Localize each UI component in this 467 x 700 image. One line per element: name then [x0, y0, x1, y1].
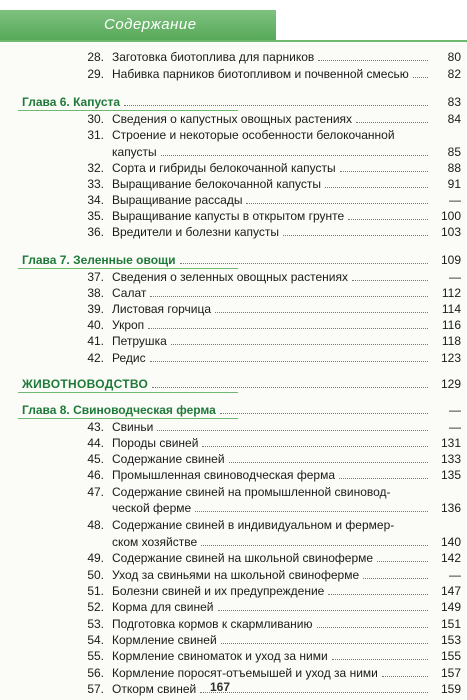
- toc-entry-number: 32.: [87, 161, 104, 175]
- toc-entry-title: Набивка парников биотопливом и почвенной смесью: [112, 67, 409, 81]
- toc-entry-title: Вредители и болезни капусты: [112, 225, 280, 239]
- toc-entry-page: 84: [447, 112, 461, 126]
- heading-rule: [18, 418, 238, 419]
- dot-leader: [220, 403, 428, 414]
- dot-leader: [150, 286, 428, 297]
- toc-entry-number: 46.: [87, 468, 104, 482]
- toc-entry[interactable]: [0, 209, 467, 224]
- dot-leader: [201, 535, 428, 546]
- toc-entry-number: 34.: [87, 193, 104, 207]
- toc-entry-page: 131: [440, 436, 461, 450]
- chapter-title: Глава 7. Зеленные овощи: [22, 253, 176, 267]
- toc-entry-page: —: [449, 270, 461, 284]
- toc-entry-number: 48.: [87, 518, 104, 532]
- toc-entry-title: Петрушка: [112, 334, 167, 348]
- toc-entry-page: 129: [440, 377, 461, 391]
- toc-entry[interactable]: [0, 128, 467, 143]
- dot-leader: [195, 501, 428, 512]
- dot-leader: [348, 209, 428, 220]
- toc-entry[interactable]: [0, 193, 467, 208]
- toc-entry-title: Уход за свиньями на школьной свиноферме: [112, 568, 360, 582]
- toc-entry-title: Выращивание капусты в открытом грунте: [112, 209, 345, 223]
- toc-entry-title: Содержание свиней на промышленной свиновод-: [112, 485, 391, 499]
- toc-entry-title: Выращивание белокочанной капусты: [112, 177, 321, 191]
- dot-leader: [218, 600, 428, 611]
- toc-entry-number: 35.: [87, 209, 104, 223]
- toc-entry[interactable]: [0, 633, 467, 648]
- toc-entry-title: Строение и некоторые особенности белокочанной: [112, 128, 395, 142]
- toc-entry-title: Болезни свиней и их предупреждение: [112, 584, 325, 598]
- toc-entry-page: 135: [440, 468, 461, 482]
- toc-entry[interactable]: [0, 666, 467, 681]
- toc-entry-number: 33.: [87, 177, 104, 191]
- dot-leader: [221, 633, 428, 644]
- toc-entry-page: 118: [441, 334, 461, 348]
- header-divider: [0, 40, 467, 42]
- toc-entry[interactable]: [0, 286, 467, 301]
- toc-entry[interactable]: [0, 436, 467, 451]
- toc-entry-number: 45.: [87, 452, 104, 466]
- toc-entry-page: 114: [441, 302, 461, 316]
- toc-entry[interactable]: [0, 584, 467, 599]
- dot-leader: [200, 682, 428, 693]
- page-number: 167: [210, 680, 231, 694]
- toc-entry[interactable]: [0, 452, 467, 467]
- toc-entry-title: Редис: [112, 351, 146, 365]
- toc-entry[interactable]: [0, 568, 467, 583]
- toc-entry-number: 28.: [87, 50, 104, 64]
- toc-entry-number: 57.: [87, 682, 104, 696]
- dot-leader: [171, 334, 428, 345]
- toc-entry[interactable]: [0, 420, 467, 435]
- toc-entry-page: 91: [447, 177, 461, 191]
- toc-entry-page: 157: [440, 666, 461, 680]
- dot-leader: [352, 270, 428, 281]
- toc-entry-page: 142: [440, 551, 461, 565]
- toc-entry-title: Содержание свиней в индивидуальном и фермер-: [112, 518, 395, 532]
- toc-entry-number: 30.: [87, 112, 104, 126]
- dot-leader: [202, 436, 428, 447]
- dot-leader: [377, 551, 428, 562]
- dot-leader: [325, 177, 428, 188]
- toc-entry-title: Сведения о капустных овощных растениях: [112, 112, 353, 126]
- toc-entry-title: капусты: [112, 145, 157, 159]
- chapter-title: Глава 6. Капуста: [22, 95, 121, 109]
- toc-entry[interactable]: [0, 501, 467, 516]
- toc-entry[interactable]: [0, 225, 467, 240]
- toc-entry[interactable]: [0, 318, 467, 333]
- toc-entry-number: 36.: [87, 225, 104, 239]
- toc-entry-title: Выращивание рассады: [112, 193, 243, 207]
- dot-leader: [246, 193, 428, 204]
- toc-entry[interactable]: [0, 145, 467, 160]
- toc-entry-title: Подготовка кормов к скармливанию: [112, 617, 313, 631]
- toc-entry-number: 29.: [87, 67, 104, 81]
- toc-entry-title: Заготовка биотоплива для парников: [112, 50, 315, 64]
- toc-entry[interactable]: [0, 468, 467, 483]
- heading-rule: [18, 110, 238, 111]
- toc-entry[interactable]: [0, 649, 467, 664]
- dot-leader: [317, 617, 428, 628]
- toc-entry[interactable]: [0, 351, 467, 366]
- toc-entry-title: Кормление свиноматок и уход за ними: [112, 649, 328, 663]
- toc-entry-number: 43.: [87, 420, 104, 434]
- toc-entry-number: 49.: [87, 551, 104, 565]
- toc-entry[interactable]: [0, 334, 467, 349]
- dot-leader: [413, 67, 428, 78]
- toc-entry-number: 54.: [87, 633, 104, 647]
- toc-entry-number: 39.: [87, 302, 104, 316]
- toc-entry-title: Содержание свиней: [112, 452, 225, 466]
- toc-entry-number: 42.: [87, 351, 104, 365]
- toc-entry-number: 40.: [87, 318, 104, 332]
- section-title: ЖИВОТНОВОДСТВО: [22, 377, 149, 391]
- dot-leader: [339, 468, 428, 479]
- dot-leader: [215, 302, 428, 313]
- toc-entry[interactable]: [0, 161, 467, 176]
- toc-entry-page: 103: [440, 225, 461, 239]
- toc-entry-title: Породы свиней: [112, 436, 199, 450]
- toc-entry-page: —: [449, 193, 461, 207]
- toc-entry-title: Содержание свиней на школьной свиноферме: [112, 551, 374, 565]
- toc-entry-number: 50.: [87, 568, 104, 582]
- heading-rule: [18, 268, 238, 269]
- toc-entry-title: Кормление свиней: [112, 633, 217, 647]
- toc-entry-page: —: [449, 403, 461, 417]
- toc-entry-number: 53.: [87, 617, 104, 631]
- toc-entry[interactable]: [0, 50, 467, 65]
- toc-entry-page: 82: [447, 67, 461, 81]
- toc-entry[interactable]: [0, 535, 467, 550]
- toc-entry[interactable]: [0, 177, 467, 192]
- toc-entry-page: 151: [440, 617, 461, 631]
- toc-entry-title: ском хозяйстве: [112, 535, 198, 549]
- toc-entry-number: 44.: [87, 436, 104, 450]
- toc-entry-title: Укроп: [112, 318, 145, 332]
- toc-entry-page: 149: [440, 600, 461, 614]
- toc-entry[interactable]: [0, 270, 467, 285]
- toc-entry-number: 55.: [87, 649, 104, 663]
- dot-leader: [229, 452, 428, 463]
- toc-entry-title: Сорта и гибриды белокочанной капусты: [112, 161, 336, 175]
- toc-entry-title: Салат: [112, 286, 147, 300]
- toc-entry[interactable]: [0, 682, 467, 697]
- dot-leader: [150, 351, 428, 362]
- toc-entry-page: 83: [447, 95, 461, 109]
- toc-entry[interactable]: [0, 485, 467, 500]
- toc-entry[interactable]: [0, 403, 467, 418]
- toc-entry[interactable]: [0, 617, 467, 632]
- dot-leader: [318, 50, 428, 61]
- toc-entry-page: 140: [440, 535, 461, 549]
- dot-leader: [363, 568, 428, 579]
- toc-entry-number: 41.: [87, 334, 104, 348]
- toc-entry-number: 47.: [87, 485, 104, 499]
- toc-entry-number: 51.: [87, 584, 104, 598]
- heading-rule: [18, 392, 238, 393]
- toc-entry-page: 100: [440, 209, 461, 223]
- toc-entry-page: 153: [440, 633, 461, 647]
- toc-entry[interactable]: [0, 551, 467, 566]
- toc-entry-number: 56.: [87, 666, 104, 680]
- toc-entry[interactable]: [0, 377, 467, 392]
- toc-entry[interactable]: [0, 67, 467, 82]
- toc-entry-page: 85: [447, 145, 461, 159]
- toc-entry-page: 155: [440, 649, 461, 663]
- page-title: Содержание: [0, 10, 276, 40]
- dot-leader: [283, 225, 428, 236]
- toc-entry-page: 159: [440, 682, 461, 696]
- dot-leader: [161, 145, 428, 156]
- dot-leader: [148, 318, 428, 329]
- dot-leader: [332, 649, 428, 660]
- toc-entry-page: 133: [440, 452, 461, 466]
- toc-entry-page: 116: [441, 318, 461, 332]
- toc-entry[interactable]: [0, 302, 467, 317]
- dot-leader: [328, 584, 428, 595]
- dot-leader: [152, 377, 428, 388]
- toc-entry[interactable]: [0, 600, 467, 615]
- toc-entry-page: —: [449, 568, 461, 582]
- toc-entry-title: Корма для свиней: [112, 600, 214, 614]
- toc-entry-page: 88: [447, 161, 461, 175]
- chapter-title: Глава 8. Свиноводческая ферма: [22, 403, 216, 417]
- dot-leader: [356, 112, 428, 123]
- toc-entry-title: Сведения о зеленных овощных растениях: [112, 270, 348, 284]
- toc-entry[interactable]: [0, 253, 467, 268]
- toc-entry-title: Свиньи: [112, 420, 154, 434]
- dot-leader: [340, 161, 428, 172]
- toc-entry-title: Кормление поросят-отъемышей и уход за ними: [112, 666, 378, 680]
- toc-entry[interactable]: [0, 518, 467, 533]
- toc-entry-number: 31.: [87, 128, 104, 142]
- toc-entry-title: Откорм свиней: [112, 682, 197, 696]
- toc-entry[interactable]: [0, 95, 467, 110]
- toc-entry-page: 147: [440, 584, 461, 598]
- toc-entry-page: 112: [441, 286, 461, 300]
- dot-leader: [180, 253, 428, 264]
- toc-entry-number: 52.: [87, 600, 104, 614]
- toc-entry-number: 38.: [87, 286, 104, 300]
- toc-entry-page: 123: [440, 351, 461, 365]
- toc-entry-title: Промышленная свиноводческая ферма: [112, 468, 336, 482]
- toc-entry-title: ческой ферме: [112, 501, 192, 515]
- toc-entry-page: 136: [440, 501, 461, 515]
- toc-entry[interactable]: [0, 112, 467, 127]
- toc-entry-number: 37.: [87, 270, 104, 284]
- dot-leader: [124, 95, 428, 106]
- toc-entry-page: 80: [447, 50, 461, 64]
- toc-entry-title: Листовая горчица: [112, 302, 212, 316]
- toc-entry-page: —: [449, 420, 461, 434]
- toc-entry-page: 109: [440, 253, 461, 267]
- dot-leader: [157, 420, 428, 431]
- dot-leader: [382, 666, 428, 677]
